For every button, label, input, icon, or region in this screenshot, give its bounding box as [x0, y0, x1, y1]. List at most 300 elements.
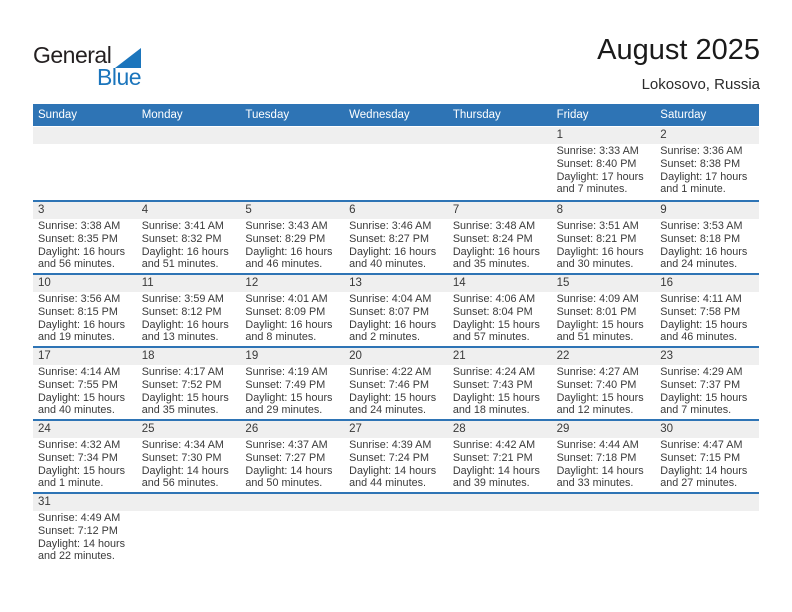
sunrise-text: Sunrise: 4:06 AM — [452, 293, 536, 305]
general-blue-logo — [33, 44, 153, 96]
day-cell — [448, 275, 552, 346]
day-details — [344, 292, 448, 344]
day-details — [655, 219, 759, 271]
daylight-text-line1: Daylight: 15 hours — [452, 391, 540, 404]
daylight-text-line2: and 39 minutes. — [452, 477, 530, 490]
sunset-text: Sunset: 7:43 PM — [452, 378, 533, 391]
day-number-strip — [33, 202, 137, 219]
weekday-header-saturday: Saturday — [660, 109, 707, 121]
day-cell — [240, 275, 344, 346]
day-cell — [33, 202, 137, 273]
week-row — [33, 273, 759, 346]
sunset-text: Sunset: 8:01 PM — [556, 305, 637, 318]
day-cell — [344, 127, 448, 200]
sunrise-text: Sunrise: 4:39 AM — [349, 439, 432, 451]
day-number-strip — [240, 348, 344, 365]
day-details — [655, 438, 759, 490]
day-number: 11 — [141, 277, 154, 289]
sunrise-text: Sunrise: 3:46 AM — [349, 220, 432, 232]
day-cell — [137, 494, 241, 565]
day-details — [240, 292, 344, 344]
daylight-text-line2: and 46 minutes. — [660, 331, 738, 344]
day-cell — [240, 202, 344, 273]
day-number: 21 — [452, 350, 466, 362]
sunrise-text: Sunrise: 4:42 AM — [452, 439, 536, 451]
daylight-text-line2: and 7 minutes. — [556, 183, 628, 196]
logo-text-blue: Blue — [97, 64, 142, 90]
sunrise-text: Sunrise: 4:19 AM — [245, 366, 328, 378]
location-subtitle: Lokosovo, Russia — [641, 76, 760, 93]
sunset-text: Sunset: 7:49 PM — [245, 378, 326, 391]
day-number-strip — [137, 494, 241, 511]
sunset-text: Sunset: 8:38 PM — [660, 157, 741, 170]
daylight-text-line2: and 24 minutes. — [660, 258, 738, 271]
day-number-strip — [344, 421, 448, 438]
day-cell — [655, 348, 759, 419]
day-cell — [448, 348, 552, 419]
day-details — [552, 511, 656, 512]
daylight-text-line1: Daylight: 15 hours — [556, 318, 644, 331]
day-number-strip — [137, 348, 241, 365]
sunset-text: Sunset: 8:21 PM — [556, 232, 637, 245]
weekday-header-wednesday: Wednesday — [349, 109, 410, 121]
sunset-text: Sunset: 7:34 PM — [38, 451, 118, 464]
daylight-text-line1: Daylight: 14 hours — [141, 464, 229, 477]
day-details — [344, 219, 448, 271]
sunset-text: Sunset: 7:15 PM — [660, 451, 741, 464]
daylight-text-line1: Daylight: 17 hours — [660, 170, 748, 183]
day-number: 18 — [141, 350, 155, 362]
daylight-text-line2: and 51 minutes. — [556, 331, 634, 344]
weekday-header-thursday: Thursday — [452, 109, 501, 121]
day-cell — [344, 275, 448, 346]
title-block — [597, 33, 760, 95]
sunset-text: Sunset: 7:18 PM — [556, 451, 637, 464]
day-number: 23 — [660, 350, 674, 362]
sunrise-text: Sunrise: 4:49 AM — [38, 512, 121, 524]
day-number-strip — [655, 421, 759, 438]
day-cell — [33, 275, 137, 346]
sunrise-text: Sunrise: 3:51 AM — [556, 220, 639, 232]
sunset-text: Sunset: 7:52 PM — [141, 378, 222, 391]
day-details — [448, 511, 552, 512]
day-cell — [240, 127, 344, 200]
daylight-text-line1: Daylight: 15 hours — [349, 391, 437, 404]
day-details — [33, 365, 137, 417]
sunrise-text: Sunrise: 4:32 AM — [38, 439, 121, 451]
day-number: 6 — [349, 204, 356, 216]
sunset-text: Sunset: 7:27 PM — [245, 451, 326, 464]
sunset-text: Sunset: 8:09 PM — [245, 305, 326, 318]
day-number-strip — [137, 127, 241, 144]
daylight-text-line1: Daylight: 16 hours — [38, 245, 126, 258]
daylight-text-line1: Daylight: 16 hours — [38, 318, 126, 331]
day-details — [240, 365, 344, 417]
sunrise-text: Sunrise: 3:41 AM — [141, 220, 224, 232]
daylight-text-line2: and 56 minutes. — [38, 258, 115, 271]
day-details — [33, 219, 137, 271]
weekday-header-sunday: Sunday — [38, 109, 78, 121]
daylight-text-line1: Daylight: 15 hours — [38, 464, 126, 477]
week-row — [33, 200, 759, 273]
week-row — [33, 492, 759, 565]
daylight-text-line1: Daylight: 14 hours — [660, 464, 748, 477]
day-number: 29 — [556, 423, 570, 435]
day-cell — [552, 348, 656, 419]
day-number-strip — [33, 127, 137, 144]
sunrise-text: Sunrise: 3:53 AM — [660, 220, 743, 232]
day-number-strip — [552, 275, 656, 292]
sunrise-text: Sunrise: 3:33 AM — [556, 145, 639, 157]
day-cell — [552, 494, 656, 565]
sunrise-text: Sunrise: 3:43 AM — [245, 220, 328, 232]
day-number-strip — [33, 348, 137, 365]
day-details — [240, 219, 344, 271]
day-cell — [655, 421, 759, 492]
day-number: 4 — [141, 204, 149, 216]
day-cell — [552, 275, 656, 346]
sunrise-text: Sunrise: 4:44 AM — [556, 439, 639, 451]
day-number-strip — [655, 348, 759, 365]
calendar-weeks — [33, 127, 759, 565]
day-number: 22 — [556, 350, 570, 362]
sunrise-text: Sunrise: 4:47 AM — [660, 439, 743, 451]
daylight-text-line2: and 56 minutes. — [141, 477, 219, 490]
day-number-strip — [448, 202, 552, 219]
daylight-text-line1: Daylight: 17 hours — [556, 170, 644, 183]
daylight-text-line1: Daylight: 14 hours — [349, 464, 437, 477]
day-details — [552, 144, 656, 196]
sunrise-text: Sunrise: 4:14 AM — [38, 366, 121, 378]
sunrise-text: Sunrise: 4:17 AM — [141, 366, 224, 378]
sunrise-text: Sunrise: 4:11 AM — [660, 293, 742, 305]
day-cell — [655, 127, 759, 200]
daylight-text-line1: Daylight: 14 hours — [38, 537, 126, 550]
day-details — [552, 438, 656, 490]
daylight-text-line1: Daylight: 15 hours — [141, 391, 229, 404]
daylight-text-line1: Daylight: 16 hours — [349, 318, 437, 331]
daylight-text-line1: Daylight: 16 hours — [245, 245, 333, 258]
day-details — [344, 511, 448, 512]
day-cell — [137, 421, 241, 492]
day-cell — [33, 127, 137, 200]
sunset-text: Sunset: 8:04 PM — [452, 305, 533, 318]
day-cell — [552, 202, 656, 273]
sunrise-text: Sunrise: 4:09 AM — [556, 293, 639, 305]
weekday-header-tuesday: Tuesday — [245, 109, 290, 121]
daylight-text-line1: Daylight: 15 hours — [660, 318, 748, 331]
day-number-strip — [344, 275, 448, 292]
sunrise-text: Sunrise: 3:59 AM — [141, 293, 224, 305]
day-number-strip — [137, 202, 241, 219]
daylight-text-line1: Daylight: 14 hours — [245, 464, 333, 477]
daylight-text-line2: and 2 minutes. — [349, 331, 420, 344]
day-cell — [240, 421, 344, 492]
day-cell — [33, 348, 137, 419]
day-number: 28 — [452, 423, 466, 435]
day-number: 26 — [245, 423, 259, 435]
daylight-text-line1: Daylight: 15 hours — [245, 391, 333, 404]
day-details — [33, 144, 137, 145]
sunset-text: Sunset: 7:58 PM — [660, 305, 741, 318]
day-number-strip — [448, 127, 552, 144]
sunset-text: Sunset: 7:40 PM — [556, 378, 637, 391]
day-number-strip — [552, 348, 656, 365]
day-details — [655, 511, 759, 512]
sunset-text: Sunset: 8:07 PM — [349, 305, 429, 318]
sunrise-text: Sunrise: 3:56 AM — [38, 293, 121, 305]
day-number-strip — [33, 421, 137, 438]
day-number-strip — [448, 494, 552, 511]
sunset-text: Sunset: 8:18 PM — [660, 232, 741, 245]
week-row — [33, 346, 759, 419]
day-details — [448, 292, 552, 344]
day-details — [448, 144, 552, 145]
page-title: August 2025 — [597, 34, 760, 66]
sunset-text: Sunset: 7:21 PM — [452, 451, 533, 464]
sunset-text: Sunset: 8:12 PM — [141, 305, 222, 318]
day-cell — [344, 348, 448, 419]
weekday-header-row — [33, 104, 759, 126]
daylight-text-line2: and 51 minutes. — [141, 258, 219, 271]
sunset-text: Sunset: 7:46 PM — [349, 378, 429, 391]
day-details — [240, 511, 344, 512]
day-details — [655, 292, 759, 344]
day-cell — [240, 348, 344, 419]
day-details — [33, 292, 137, 344]
sunset-text: Sunset: 7:24 PM — [349, 451, 429, 464]
daylight-text-line2: and 29 minutes. — [245, 404, 323, 417]
day-number-strip — [344, 127, 448, 144]
day-details — [655, 144, 759, 196]
day-cell — [448, 127, 552, 200]
day-cell — [33, 494, 137, 565]
day-number-strip — [448, 275, 552, 292]
day-details — [552, 219, 656, 271]
day-number: 17 — [38, 350, 51, 362]
daylight-text-line2: and 35 minutes. — [452, 258, 530, 271]
daylight-text-line1: Daylight: 16 hours — [245, 318, 333, 331]
day-number-strip — [552, 494, 656, 511]
day-cell — [655, 494, 759, 565]
day-cell — [655, 202, 759, 273]
day-number-strip — [344, 202, 448, 219]
day-cell — [448, 421, 552, 492]
sunrise-text: Sunrise: 4:22 AM — [349, 366, 432, 378]
daylight-text-line2: and 57 minutes. — [452, 331, 530, 344]
weekday-header-monday: Monday — [141, 109, 183, 121]
day-number: 27 — [349, 423, 362, 435]
day-number: 13 — [349, 277, 362, 289]
day-number: 12 — [245, 277, 259, 289]
day-number-strip — [137, 421, 241, 438]
day-number: 2 — [660, 129, 667, 141]
day-number: 15 — [556, 277, 570, 289]
daylight-text-line2: and 46 minutes. — [245, 258, 323, 271]
weekday-header-friday: Friday — [556, 109, 589, 121]
sunset-text: Sunset: 8:40 PM — [556, 157, 637, 170]
daylight-text-line2: and 30 minutes. — [556, 258, 634, 271]
sunset-text: Sunset: 8:32 PM — [141, 232, 222, 245]
day-number: 30 — [660, 423, 674, 435]
day-number: 16 — [660, 277, 674, 289]
sunrise-text: Sunrise: 4:27 AM — [556, 366, 639, 378]
sunset-text: Sunset: 8:35 PM — [38, 232, 118, 245]
daylight-text-line2: and 12 minutes. — [556, 404, 634, 417]
sunset-text: Sunset: 8:27 PM — [349, 232, 429, 245]
day-number-strip — [240, 275, 344, 292]
daylight-text-line2: and 44 minutes. — [349, 477, 426, 490]
day-number-strip — [448, 348, 552, 365]
day-number: 24 — [38, 423, 51, 435]
day-cell — [137, 127, 241, 200]
daylight-text-line2: and 7 minutes. — [660, 404, 732, 417]
day-details — [137, 511, 241, 512]
daylight-text-line2: and 1 minute. — [38, 477, 104, 490]
daylight-text-line1: Daylight: 14 hours — [452, 464, 540, 477]
day-number: 7 — [452, 204, 460, 216]
daylight-text-line2: and 1 minute. — [660, 183, 726, 196]
day-number-strip — [240, 421, 344, 438]
daylight-text-line2: and 27 minutes. — [660, 477, 738, 490]
daylight-text-line2: and 33 minutes. — [556, 477, 634, 490]
day-number: 19 — [245, 350, 259, 362]
sunset-text: Sunset: 7:12 PM — [38, 524, 118, 537]
daylight-text-line1: Daylight: 15 hours — [556, 391, 644, 404]
sunrise-text: Sunrise: 4:04 AM — [349, 293, 432, 305]
day-number-strip — [33, 494, 137, 511]
day-number: 8 — [556, 204, 563, 216]
day-number-strip — [655, 275, 759, 292]
week-row — [33, 419, 759, 492]
day-cell — [240, 494, 344, 565]
day-details — [137, 144, 241, 145]
day-details — [137, 219, 241, 271]
daylight-text-line1: Daylight: 14 hours — [556, 464, 644, 477]
daylight-text-line2: and 19 minutes. — [38, 331, 115, 344]
day-details — [240, 438, 344, 490]
day-cell — [655, 275, 759, 346]
daylight-text-line2: and 24 minutes. — [349, 404, 426, 417]
day-number: 1 — [556, 129, 563, 141]
daylight-text-line1: Daylight: 15 hours — [660, 391, 748, 404]
sunset-text: Sunset: 7:55 PM — [38, 378, 118, 391]
daylight-text-line2: and 18 minutes. — [452, 404, 530, 417]
day-number-strip — [33, 275, 137, 292]
week-row — [33, 127, 759, 200]
daylight-text-line2: and 13 minutes. — [141, 331, 219, 344]
day-number: 9 — [660, 204, 667, 216]
daylight-text-line1: Daylight: 15 hours — [452, 318, 540, 331]
daylight-text-line1: Daylight: 16 hours — [660, 245, 748, 258]
day-number-strip — [552, 421, 656, 438]
sunrise-text: Sunrise: 4:29 AM — [660, 366, 743, 378]
day-details — [552, 365, 656, 417]
day-number-strip — [655, 494, 759, 511]
day-number-strip — [240, 127, 344, 144]
day-number-strip — [552, 127, 656, 144]
sunrise-text: Sunrise: 3:36 AM — [660, 145, 743, 157]
day-number-strip — [137, 275, 241, 292]
sunset-text: Sunset: 8:15 PM — [38, 305, 118, 318]
day-cell — [344, 421, 448, 492]
sunrise-text: Sunrise: 4:01 AM — [245, 293, 328, 305]
sunset-text: Sunset: 7:30 PM — [141, 451, 222, 464]
day-number: 20 — [349, 350, 362, 362]
day-number: 3 — [38, 204, 45, 216]
day-number: 10 — [38, 277, 51, 289]
day-number: 5 — [245, 204, 252, 216]
day-number: 14 — [452, 277, 466, 289]
day-number-strip — [655, 127, 759, 144]
day-number-strip — [344, 494, 448, 511]
daylight-text-line1: Daylight: 16 hours — [141, 245, 229, 258]
daylight-text-line2: and 22 minutes. — [38, 550, 115, 563]
day-cell — [552, 127, 656, 200]
day-details — [448, 365, 552, 417]
day-details — [137, 438, 241, 490]
day-cell — [137, 202, 241, 273]
day-cell — [344, 494, 448, 565]
day-number-strip — [344, 348, 448, 365]
day-number: 31 — [38, 496, 51, 508]
sunrise-text: Sunrise: 4:34 AM — [141, 439, 224, 451]
day-number-strip — [448, 421, 552, 438]
day-number-strip — [655, 202, 759, 219]
sunset-text: Sunset: 8:24 PM — [452, 232, 533, 245]
day-details — [344, 365, 448, 417]
daylight-text-line1: Daylight: 16 hours — [556, 245, 644, 258]
day-number-strip — [240, 494, 344, 511]
logo-text-general: General — [33, 42, 112, 68]
daylight-text-line1: Daylight: 16 hours — [349, 245, 437, 258]
day-details — [137, 365, 241, 417]
day-cell — [448, 494, 552, 565]
sunset-text: Sunset: 7:37 PM — [660, 378, 741, 391]
day-details — [448, 438, 552, 490]
sunrise-text: Sunrise: 3:38 AM — [38, 220, 121, 232]
day-details — [240, 144, 344, 145]
day-cell — [552, 421, 656, 492]
sunrise-text: Sunrise: 4:37 AM — [245, 439, 328, 451]
daylight-text-line2: and 40 minutes. — [349, 258, 426, 271]
daylight-text-line2: and 50 minutes. — [245, 477, 323, 490]
day-details — [344, 438, 448, 490]
daylight-text-line1: Daylight: 16 hours — [452, 245, 540, 258]
daylight-text-line2: and 35 minutes. — [141, 404, 219, 417]
sunrise-text: Sunrise: 4:24 AM — [452, 366, 536, 378]
day-number-strip — [240, 202, 344, 219]
daylight-text-line1: Daylight: 15 hours — [38, 391, 126, 404]
day-cell — [33, 421, 137, 492]
daylight-text-line2: and 40 minutes. — [38, 404, 115, 417]
calendar — [33, 104, 759, 565]
daylight-text-line2: and 8 minutes. — [245, 331, 317, 344]
sunset-text: Sunset: 8:29 PM — [245, 232, 326, 245]
sunrise-text: Sunrise: 3:48 AM — [452, 220, 536, 232]
day-details — [137, 292, 241, 344]
day-cell — [344, 202, 448, 273]
daylight-text-line1: Daylight: 16 hours — [141, 318, 229, 331]
day-details — [33, 438, 137, 490]
day-details — [33, 511, 137, 563]
day-details — [552, 292, 656, 344]
day-number: 25 — [141, 423, 155, 435]
day-cell — [137, 275, 241, 346]
day-number-strip — [552, 202, 656, 219]
day-details — [655, 365, 759, 417]
day-cell — [137, 348, 241, 419]
